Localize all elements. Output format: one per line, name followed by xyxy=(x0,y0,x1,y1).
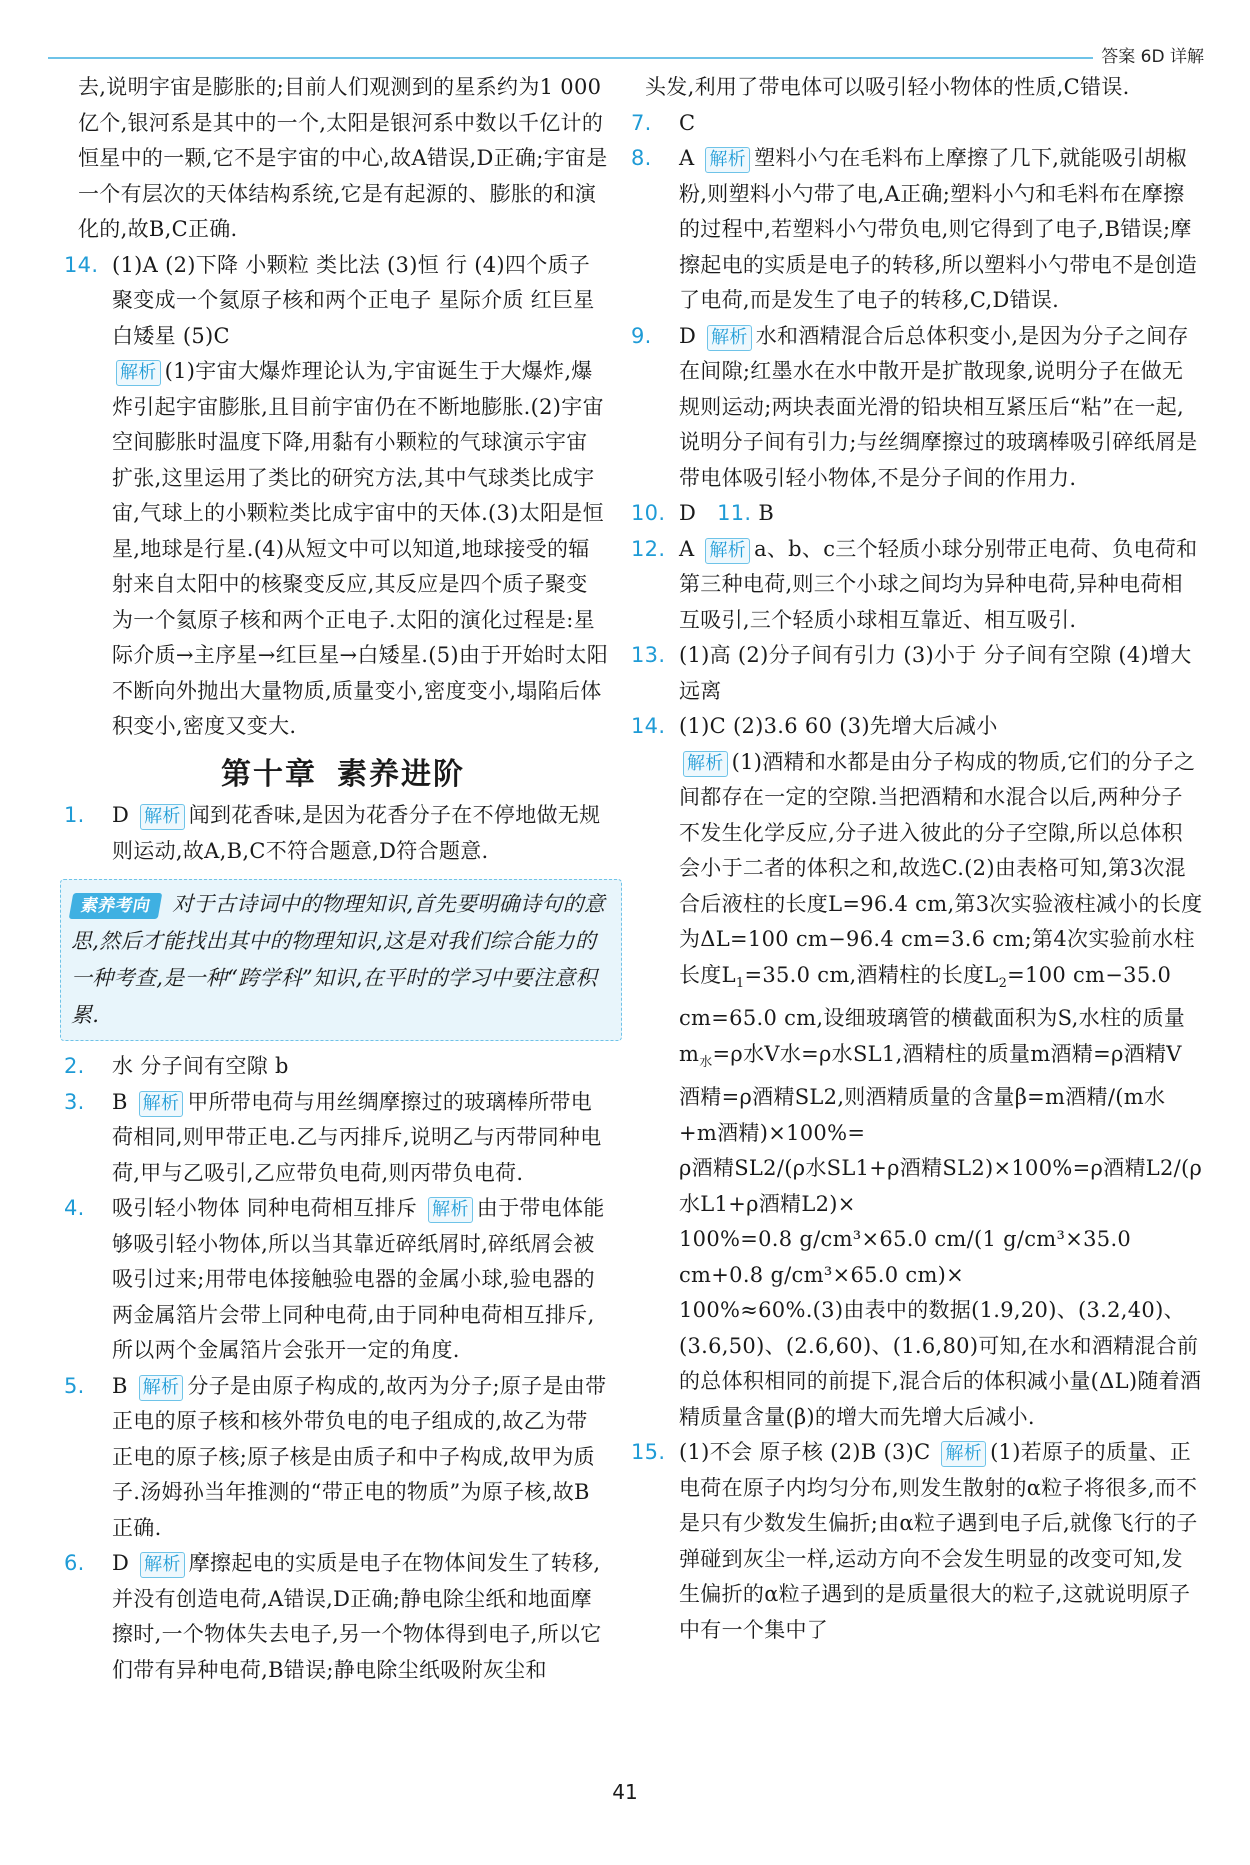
question-number: 11. xyxy=(717,501,752,525)
formula-text: =ρ水V水=ρ水SL1,酒精柱的质量m酒精=ρ酒精V酒精=ρ酒精SL2,则酒精质量的含量β=m酒精/(m水+m酒精)×100%= xyxy=(679,1041,1182,1145)
question-15 xyxy=(631,1435,1203,1648)
explanation-text: a、b、c三个轻质小球分别带正电荷、负电荷和第三种电荷,则三个小球之间均为异种电荷,异种电荷相互吸引,三个轻质小球相互靠近、相互吸引. xyxy=(679,536,1198,632)
question-number: 8. xyxy=(631,146,652,170)
question-number: 2. xyxy=(64,1054,85,1078)
analysis-tag: 解析 xyxy=(705,538,750,564)
question-14-explanation xyxy=(78,354,608,745)
left-column xyxy=(64,70,609,1688)
question-number: 14. xyxy=(64,252,99,277)
analysis-tag: 解析 xyxy=(140,1552,185,1578)
analysis-tag: 解析 xyxy=(139,1375,184,1401)
question-number: 7. xyxy=(631,110,652,135)
question-number: 10. xyxy=(631,501,666,525)
question-4 xyxy=(64,1191,608,1369)
explanation-text: =100 cm−35.0 cm=65.0 cm,设细玻璃管的横截面积为S,水柱的质量m xyxy=(679,962,1186,1066)
explanation-text: (1)宇宙大爆炸理论认为,宇宙诞生于大爆炸,爆炸引起宇宙膨胀,且目前宇宙仍在不断地膨胀.(2)宇宙空间膨胀时温度下降,用黏有小颗粒的气球演示宇宙扩张,这里运用了类比的研究方法,其中气球类比成宇宙,气球上的小颗粒类比成宇宙中的天体.(3)太阳是恒星,地球是行星.(4)从短文中可以知道,地球接受的辐射来自太阳中的核聚变反应,其反应是四个质子聚变为一个氦原子核和两个正电子.太阳的演化过程是:星际介质→主序星→红巨星→白矮星.(5)由于开始时太阳不断向外抛出大量物质,质量变小,密度变小,塌陷后体积变小,密度又变大. xyxy=(112,359,609,738)
question-number: 4. xyxy=(64,1196,85,1220)
answer-text: (1)A (2)下降 小颗粒 类比法 (3)恒 行 (4)四个质子聚变成一个氦原子核和两个正电子 星际介质 红巨星 白矮星 (5)C xyxy=(112,252,595,348)
chapter-number: 第十章 xyxy=(221,756,317,792)
literacy-note-text: 对于古诗词中的物理知识,首先要明确诗句的意思,然后才能找出其中的物理知识,这是对我们综合能力的一种考查,是一种“跨学科”知识,在平时的学习中要注意积累. xyxy=(71,892,606,1027)
explanation-text: 闻到花香味,是因为花香分子在不停地做无规则运动,故A,B,C不符合题意,D符合题意. xyxy=(112,803,601,863)
chapter-title xyxy=(78,757,608,793)
question-number: 1. xyxy=(64,803,85,827)
answer-text: B xyxy=(758,501,775,525)
analysis-tag: 解析 xyxy=(683,751,728,777)
question-number: 14. xyxy=(631,714,666,738)
question-number: 13. xyxy=(631,643,666,667)
answer-text: (1)高 (2)分子间有引力 (3)小于 分子间有空隙 (4)增大 远离 xyxy=(679,643,1192,703)
answer-text: B xyxy=(112,1373,128,1398)
answer-text: C xyxy=(679,110,696,135)
question-number: 6. xyxy=(64,1551,85,1575)
right-column xyxy=(631,70,1203,1648)
analysis-tag: 解析 xyxy=(941,1441,986,1467)
answer-text: 水 分子间有空隙 b xyxy=(112,1054,289,1078)
analysis-tag: 解析 xyxy=(705,147,750,173)
analysis-tag: 解析 xyxy=(140,804,185,830)
question-14-right xyxy=(631,709,1203,745)
question-10-11 xyxy=(631,496,1203,532)
question-14-conclusion xyxy=(645,1293,1203,1435)
question-14-formula xyxy=(645,1151,1203,1222)
formula-text: ρ酒精SL2/(ρ水SL1+ρ酒精SL2)×100%=ρ酒精L2/(ρ水L1+ρ酒精L2)× xyxy=(679,1156,1203,1216)
question-3 xyxy=(64,1085,608,1192)
question-5 xyxy=(64,1369,608,1547)
explanation-text: 分子是由原子构成的,故丙为分子;原子是由带正电的原子核和核外带负电的电子组成的,故乙为带正电的原子核;原子核是由质子和中子构成,故甲为质子.汤姆孙当年推测的“带正电的物质”为原子核,故B正确. xyxy=(112,1373,607,1540)
answer-text: D xyxy=(112,803,130,827)
analysis-tag: 解析 xyxy=(116,360,161,386)
question-number: 9. xyxy=(631,323,652,348)
answer-text: A xyxy=(679,536,695,561)
answer-text: D xyxy=(112,1551,130,1575)
question-number: 15. xyxy=(631,1440,666,1465)
explanation-text: =35.0 cm,酒精柱的长度L xyxy=(744,962,999,987)
question-1 xyxy=(64,798,608,869)
question-14-left xyxy=(64,248,608,355)
answer-text: B xyxy=(112,1089,128,1114)
explanation-text: 100%≈60%.(3)由表中的数据(1.9,20)、(3.2,40)、(3.6,50)、(2.6,60)、(1.6,80)可知,在水和酒精混合前的总体积相同的前提下,混合后的体积减小量(ΔL)随着酒精质量含量(β)的增大而先增大后减小. xyxy=(679,1298,1202,1429)
literacy-note-box xyxy=(60,879,622,1041)
answer-text: (1)C (2)3.6 60 (3)先增大后减小 xyxy=(679,714,998,738)
chapter-name: 素养进阶 xyxy=(337,756,465,792)
explanation-text: (1)若原子的质量、正电荷在原子内均匀分布,则发生散射的α粒子将很多,而不是只有少数发生偏折;由α粒子遇到电子后,就像飞行的子弹碰到灰尘一样,运动方向不会发生明显的改变可知,发生偏折的α粒子遇到的是质量很大的粒子,这就说明原子中有一个集中了 xyxy=(679,1440,1198,1642)
question-13 xyxy=(631,638,1203,709)
question-2 xyxy=(64,1049,608,1085)
question-14-formula xyxy=(645,1222,1203,1293)
explanation-text: 塑料小勺在毛料布上摩擦了几下,就能吸引胡椒粉,则塑料小勺带了电,A正确;塑料小勺和毛料布在摩擦的过程中,若塑料小勺带负电,则它得到了电子,B错误;摩擦起电的实质是电子的转移,所以塑料小勺带电不是创造了电荷,而是发生了电子的转移,C,D错误. xyxy=(679,146,1198,312)
question-number: 3. xyxy=(64,1089,85,1114)
analysis-tag: 解析 xyxy=(428,1197,473,1223)
explanation-text: 由于带电体能够吸引轻小物体,所以当其靠近碎纸屑时,碎纸屑会被吸引过来;用带电体接触验电器的金属小球,验电器的两金属箔片会带上同种电荷,由于同种电荷相互排斥,所以两个金属箔片会张开一定的角度. xyxy=(112,1196,605,1362)
explanation-text: 甲所带电荷与用丝绸摩擦过的玻璃棒所带电荷相同,则甲带正电.乙与丙排斥,说明乙与丙带同种电荷,甲与乙吸引,乙应带负电荷,则丙带负电荷. xyxy=(112,1089,602,1185)
page-number: 41 xyxy=(612,1780,638,1804)
explanation-text: 水和酒精混合后总体积变小,是因为分子之间存在间隙;红墨水在水中散开是扩散现象,说明分子在做无规则运动;两块表面光滑的铅块相互紧压后“粘”在一起,说明分子间有引力;与丝绸摩擦过的玻璃棒吸引碎纸屑是带电体吸引轻小物体,不是分子间的作用力. xyxy=(679,323,1198,490)
question-number: 5. xyxy=(64,1373,85,1398)
analysis-tag: 解析 xyxy=(139,1091,184,1117)
answer-text: A xyxy=(679,146,695,170)
answer-text: 吸引轻小物体 同种电荷相互排斥 xyxy=(112,1196,418,1220)
explanation-text: (1)酒精和水都是由分子构成的物质,它们的分子之间都存在一定的空隙.当把酒精和水混合以后,两种分子不发生化学反应,分子进入彼此的分子空隙,所以总体积会小于二者的体积之和,故选C.(2)由表格可知,第3次混合后液柱的长度L=96.4 cm,第3次实验液柱减小的长度为ΔL=100 cm−96.4 cm=3.6 cm;第4次实验前水柱长度L xyxy=(679,749,1203,987)
question-12 xyxy=(631,532,1203,639)
continued-paragraph: 头发,利用了带电体可以吸引轻小物体的性质,C错误. xyxy=(645,75,1130,99)
question-7 xyxy=(631,106,1203,142)
intro-paragraph: 去,说明宇宙是膨胀的;目前人们观测到的星系约为1 000 亿个,银河系是其中的一个,太阳是银河系中数以千亿计的恒星中的一颗,它不是宇宙的中心,故A错误,D正确;宇宙是一个有层次的天体结构系统,它是有起源的、膨胀的和演化的,故B,C正确. xyxy=(78,75,608,241)
literacy-note-label: 素养考向 xyxy=(69,893,163,919)
question-14-right-explanation: 解析 (1)酒精和水都是由分子构成的物质,它们的分子之间都存在一定的空隙.当把酒精和水混合以后,两种分子不发生化学反应,分子进入彼此的分子空隙,所以总体积会小于二者的体积之和,故选C.(2)由表格可知,第3次混合后液柱的长度L=96.4 cm,第3次实验液柱减小的长度为ΔL=100 cm−96.4 cm=3.6 cm;第4次实验前水柱长度$L_1=35.0$ cm,酒精柱的长度$L_2=100$ cm−35.0 cm=65.0 cm,设细玻璃管的横截面积为S,水柱的质量$m_水=\rho$水V水=ρ水SL1,酒精柱的质量m酒精=ρ酒精V酒精=ρ酒精SL2,则酒精质量的含量β=m酒精/(m水+m酒精)×100%= xyxy=(679,749,1203,1145)
question-9 xyxy=(631,319,1203,497)
answer-text: (1)不会 原子核 (2)B (3)C xyxy=(679,1440,931,1465)
answer-text: D xyxy=(679,323,697,348)
explanation-text: 摩擦起电的实质是电子在物体间发生了转移,并没有创造电荷,A错误,D正确;静电除尘纸和地面摩擦时,一个物体失去电子,另一个物体得到电子,所以它们带有异种电荷,B错误;静电除尘纸吸附灰尘和 xyxy=(112,1551,602,1682)
analysis-tag: 解析 xyxy=(707,325,752,351)
header-rule xyxy=(48,57,1093,59)
question-8 xyxy=(631,141,1203,319)
question-6 xyxy=(64,1546,608,1688)
answer-text: D xyxy=(679,501,697,525)
question-number: 12. xyxy=(631,536,666,561)
formula-text: 100%=0.8 g/cm³×65.0 cm/(1 g/cm³×35.0 cm+0.8 g/cm³×65.0 cm)× xyxy=(679,1227,1132,1287)
header-label: 答案 6D 详解 xyxy=(1101,47,1204,67)
